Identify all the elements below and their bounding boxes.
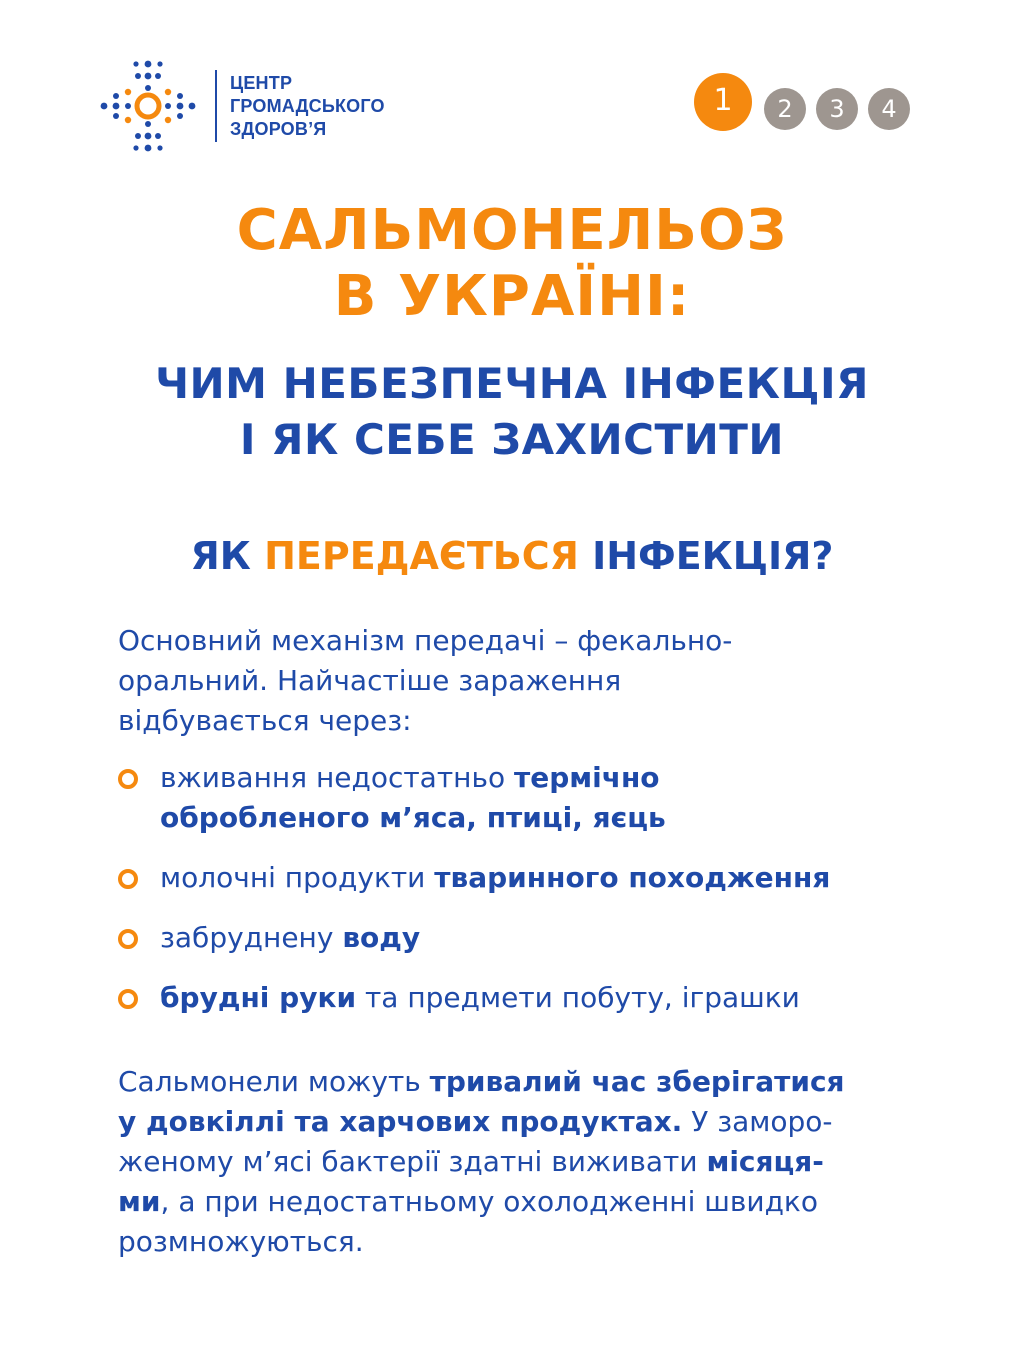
closing-text: , а при недостатньому охолодженні швидко	[160, 1185, 818, 1218]
list-item-text: забруднену	[160, 921, 343, 954]
section-heading	[0, 530, 1024, 582]
list-item	[118, 978, 918, 1018]
page-title-line: В УКРАЇНІ:	[333, 264, 691, 329]
logo-mark-icon	[100, 60, 196, 152]
page-subtitle-line: І ЯК СЕБЕ ЗАХИСТИТИ	[239, 415, 785, 464]
list-item-text: молочні продукти	[160, 861, 435, 894]
transmission-list	[118, 758, 918, 1038]
list-item-text: вживання недостатньо	[160, 761, 514, 794]
list-item	[118, 858, 918, 898]
page-indicator-item[interactable]: 2	[764, 88, 806, 130]
section-heading-accent: ПЕРЕДАЄТЬСЯ	[264, 534, 579, 578]
intro-paragraph	[118, 621, 898, 741]
list-item-bold: брудні руки	[160, 981, 357, 1014]
logo-divider	[215, 70, 217, 142]
closing-text: Сальмонели можуть	[118, 1065, 430, 1098]
section-heading-part: ІНФЕКЦІЯ?	[578, 534, 834, 578]
intro-line: відбувається через:	[118, 704, 412, 737]
list-item	[118, 758, 918, 838]
intro-line: Основний механізм передачі – фекально-	[118, 624, 733, 657]
organization-name-line: ЦЕНТР	[230, 73, 293, 93]
bullet-ring-icon	[118, 869, 138, 889]
closing-text: розмножуються.	[118, 1225, 364, 1258]
organization-name	[230, 72, 385, 141]
section-heading-part: ЯК	[190, 534, 265, 578]
closing-text: У заморо-	[682, 1105, 833, 1138]
list-item-bold: тваринного походження	[434, 861, 831, 894]
closing-text: женому м’ясі бактерії здатні виживати	[118, 1145, 707, 1178]
organization-name-line: ЗДОРОВ’Я	[230, 119, 327, 139]
page-subtitle	[0, 356, 1024, 468]
list-item-bold: термічно	[513, 761, 660, 794]
page-subtitle-line: ЧИМ НЕБЕЗПЕЧНА ІНФЕКЦІЯ	[155, 359, 869, 408]
bullet-ring-icon	[118, 929, 138, 949]
page-title	[0, 198, 1024, 330]
closing-bold: ми	[118, 1185, 161, 1218]
page-indicator	[694, 73, 912, 133]
closing-bold: тривалий час зберігатися	[429, 1065, 845, 1098]
bullet-ring-icon	[118, 989, 138, 1009]
list-item-bold: воду	[342, 921, 421, 954]
bullet-ring-icon	[118, 769, 138, 789]
list-item-bold: обробленого м’яса, птиці, яєць	[160, 801, 666, 834]
list-item-text: та предмети побуту, іграшки	[356, 981, 800, 1014]
page-indicator-active: 1	[694, 73, 752, 131]
page-indicator-item[interactable]: 3	[816, 88, 858, 130]
page-indicator-item[interactable]: 4	[868, 88, 910, 130]
intro-line: оральний. Найчастіше зараження	[118, 664, 622, 697]
closing-bold: у довкіллі та харчових продуктах.	[118, 1105, 683, 1138]
organization-name-line: ГРОМАДСЬКОГО	[230, 96, 385, 116]
page-title-line: САЛЬМОНЕЛЬОЗ	[236, 198, 788, 263]
closing-paragraph	[118, 1062, 918, 1262]
list-item	[118, 918, 918, 958]
closing-bold: місяця-	[706, 1145, 824, 1178]
